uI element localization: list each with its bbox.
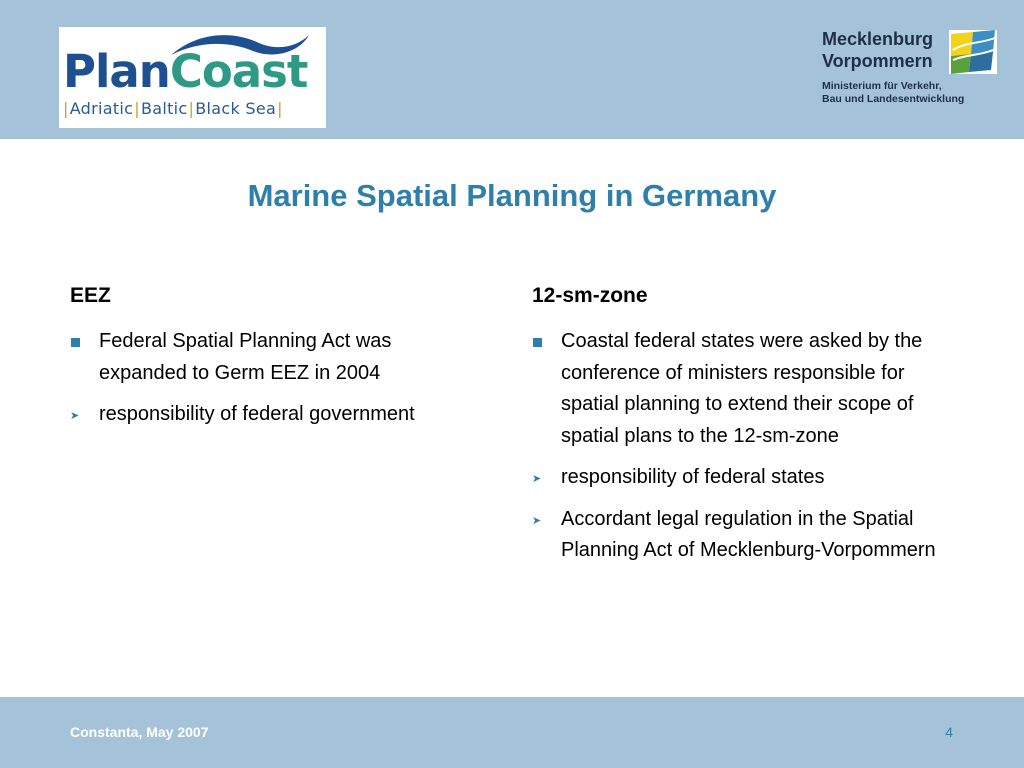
plancoast-logo	[59, 27, 326, 128]
plancoast-wordmark	[63, 45, 308, 98]
left-column	[70, 282, 480, 441]
separator: |	[188, 99, 195, 118]
arrowhead-bullet-icon: ➤	[532, 473, 542, 485]
page-number: 4	[945, 724, 953, 740]
plancoast-word-plan: Plan	[63, 45, 170, 98]
slide-title: Marine Spatial Planning in Germany	[247, 178, 777, 213]
list-item	[532, 504, 952, 567]
arrowhead-bullet-icon: ➤	[70, 410, 80, 422]
list-item-text: responsibility of federal government	[99, 403, 415, 425]
mv-name-line2: Vorpommern	[822, 51, 933, 71]
arrowhead-bullet-icon: ➤	[532, 514, 542, 527]
left-bullet-list	[70, 326, 480, 431]
right-column	[532, 282, 952, 577]
left-column-heading: EEZ	[70, 284, 111, 307]
footer-place-date: Constanta, May 2007	[70, 724, 209, 740]
plancoast-word-coast: Coast	[169, 45, 308, 98]
mv-ministry-line1: Ministerium für Verkehr,	[822, 80, 942, 92]
sea-black-sea: Black Sea	[195, 99, 277, 118]
plancoast-seas	[62, 99, 284, 118]
list-item-text: Coastal federal states were asked by the conference of ministers responsible for spatial planning to extend their scope of spatial plans to the 12-sm-zone	[561, 330, 923, 447]
mecklenburg-vorpommern-logo	[822, 28, 1002, 108]
right-bullet-list	[532, 326, 952, 567]
mv-flag-icon	[949, 30, 997, 74]
mv-name-line1: Mecklenburg	[822, 29, 934, 49]
square-bullet-icon	[533, 338, 542, 347]
square-bullet-icon	[71, 338, 80, 347]
sea-adriatic: Adriatic	[69, 99, 134, 118]
list-item-text: responsibility of federal states	[561, 466, 825, 488]
separator: |	[63, 99, 69, 118]
mv-ministry-line2: Bau und Landesentwicklung	[822, 93, 965, 105]
list-item	[532, 462, 952, 494]
list-item	[70, 326, 480, 389]
list-item	[70, 399, 480, 431]
list-item-text: Accordant legal regulation in the Spatial Planning Act of Mecklenburg-Vorpommern	[561, 507, 936, 561]
list-item	[532, 326, 952, 452]
sea-baltic: Baltic	[140, 99, 188, 118]
separator: |	[134, 99, 140, 118]
list-item-text: Federal Spatial Planning Act was expanded to Germ EEZ in 2004	[99, 330, 392, 384]
right-column-heading: 12-sm-zone	[532, 284, 648, 307]
mv-name	[822, 28, 933, 72]
separator: |	[277, 99, 283, 118]
mv-ministry	[822, 80, 964, 106]
